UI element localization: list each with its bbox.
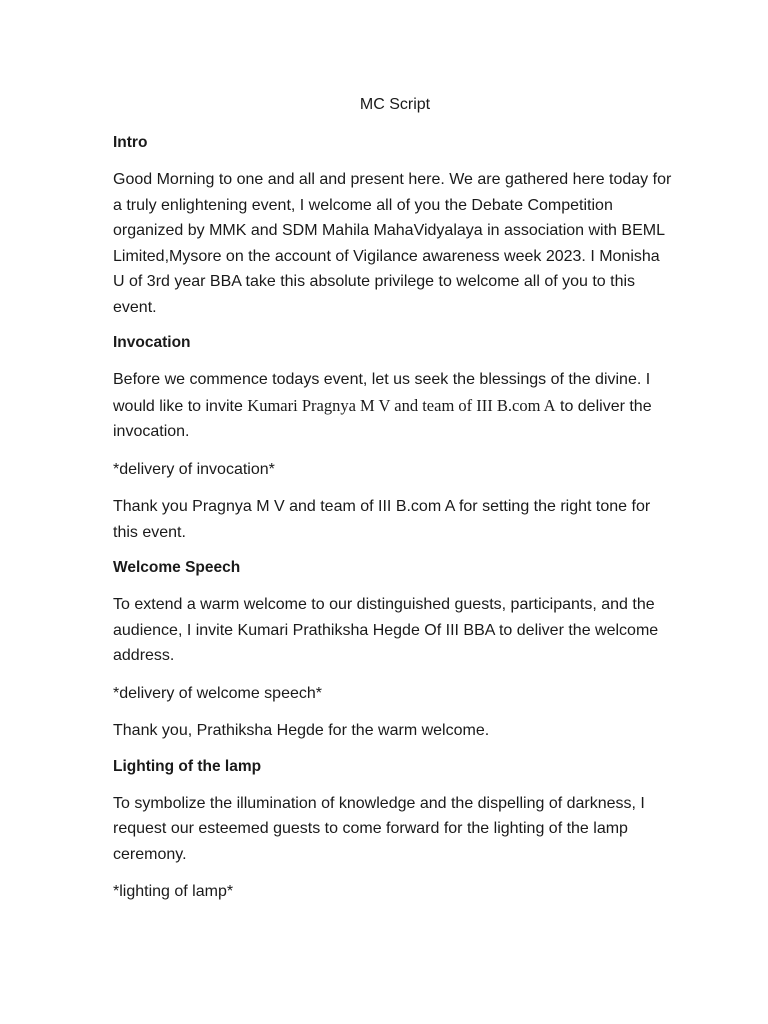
section-heading-intro: Intro (113, 134, 148, 151)
section-heading-invocation: Invocation (113, 334, 191, 351)
welcome-speech-thanks: Thank you, Prathiksha Hegde for the warm welcome. (113, 722, 490, 739)
document-body (113, 132, 673, 917)
invocation-text-after: to deliver the invocation. (113, 397, 652, 440)
lighting-of-lamp-paragraph: To symbolize the illumination of knowledge and the dispelling of darkness, I request our esteemed guests to come forward for the lighting of the lamp ceremony. (113, 794, 645, 863)
intro-paragraph: Good Morning to one and all and present here. We are gathered here today for a truly enlightening event, I welcome all of you the Debate Competition organized by MMK and SDM Mahila MahaVidyalaya in association with BEML Limited,Mysore on the account of Vigilance awareness week 2023. I Monisha U of 3rd year BBA take this absolute privilege to welcome all of you to this event. (113, 171, 672, 316)
invocation-paragraph (113, 367, 673, 445)
invocation-thanks: Thank you Pragnya M V and team of III B.com A for setting the right tone for this event. (113, 498, 651, 541)
welcome-speech-stage-note: *delivery of welcome speech* (113, 684, 322, 702)
welcome-speech-paragraph: To extend a warm welcome to our distinguished guests, participants, and the audience, I invite Kumari Prathiksha Hegde Of III BBA to deliver the welcome address. (113, 596, 659, 664)
lighting-of-lamp-stage-note: *lighting of lamp* (113, 883, 234, 900)
section-heading-welcome-speech: Welcome Speech (113, 559, 241, 576)
document-title: MC Script (359, 96, 431, 113)
invocation-performer-name: Kumari Pragnya M V and team of III B.com A (247, 395, 556, 415)
invocation-text-before: Before we commence todays event, let us seek the blessings of the divine. I would like to invite (113, 371, 651, 415)
section-heading-lighting-of-lamp: Lighting of the lamp (113, 757, 262, 775)
invocation-stage-note: *delivery of invocation* (113, 460, 275, 478)
